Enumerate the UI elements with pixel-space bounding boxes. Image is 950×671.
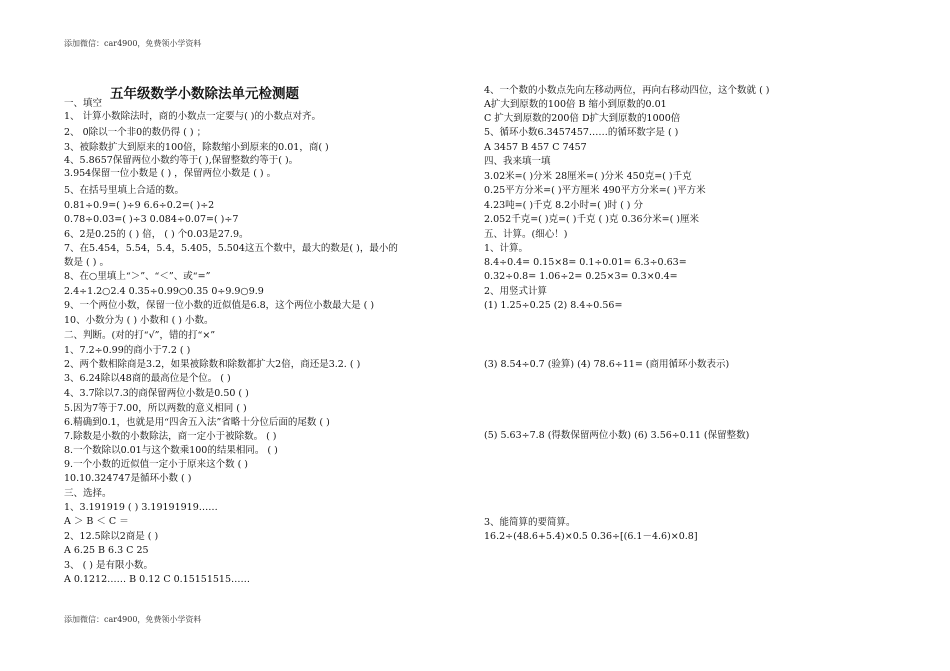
right-line: (1) 1.25÷0.25 (2) 8.4÷0.56= [484,300,623,311]
left-line: 6、2是0.25的 ( ) 倍， ( ) 个0.03是27.9。 [64,229,249,240]
left-line: 8.一个数除以0.01与这个数乘100的结果相同。 ( ) [64,445,278,456]
left-line: 2、两个数相除商是3.2，如果被除数和除数都扩大2倍，商还是3.2. ( ) [64,359,361,370]
left-line: 9.一个小数的近似值一定小于原来这个数 ( ) [64,459,249,470]
left-line: 3、6.24除以48商的最高位是个位。 ( ) [64,373,231,384]
left-line: 4、5.8657保留两位小数约等于( ),保留整数约等于( )。 [64,155,299,166]
right-line: 3.02米=( )分米 28厘米=( )分米 450克=( )千克 [484,171,692,182]
right-line: C 扩大到原数的200倍 D扩大到原数的1000倍 [484,113,681,124]
right-line: 2.052千克=( )克=( )千克 ( )克 0.36分米=( )厘米 [484,214,699,225]
right-line: A 3457 B 457 C 7457 [484,142,587,153]
right-line: 8.4÷0.4= 0.15×8= 0.1÷0.01= 6.3÷0.63= [484,257,687,268]
watermark-bottom: 添加微信：car4900，免费领小学资料 [64,615,202,624]
left-line: A 0.1212…… B 0.12 C 0.15151515…… [64,574,251,585]
left-line: 8、在○里填上“＞”、“＜”、或“=” [64,271,211,282]
left-line: 10、小数分为 ( ) 小数和 ( ) 小数。 [64,315,214,326]
right-line: 0.25平方分米=( )平方厘米 490平方分米=( )平方米 [484,185,706,196]
left-line: 二、判断。(对的打“√”，错的打“×” [64,330,216,341]
left-line: 10.10.324747是循环小数 ( ) [64,473,192,484]
right-line: 五、计算。(细心！) [484,229,568,240]
left-line: 0.78÷0.03=( )÷3 0.084÷0.07=( )÷7 [64,214,239,225]
left-line: A 6.25 B 6.3 C 25 [64,545,149,556]
right-line: 4、一个数的小数点先向左移动两位，再向右移动四位，这个数就 ( ) [484,85,770,96]
right-line: 四、我来填一填 [484,156,551,167]
left-line: 0.81÷0.9=( )÷9 6.6÷0.2=( )÷2 [64,200,215,211]
right-line: 1、计算。 [484,243,529,254]
right-line: 2、用竖式计算 [484,286,548,297]
left-line: 三、选择。 [64,488,112,499]
watermark-top: 添加微信：car4900，免费领小学资料 [64,39,202,48]
right-line: 16.2÷(48.6+5.4)×0.5 0.36÷[(6.1－4.6)×0.8] [484,531,698,542]
left-line: 3、 ( ) 是有限小数。 [64,560,154,571]
left-line: A ＞ B ＜ C ＝ [64,516,129,527]
left-line: 1、3.191919 ( ) 3.19191919…… [64,502,218,513]
left-line: 2.4÷1.2○2.4 0.35÷0.99○0.35 0÷9.9○9.9 [64,286,264,297]
left-line: 5.因为7等于7.00，所以两数的意义相同 ( ) [64,403,247,414]
page-title: 五年级数学小数除法单元检测题 [110,86,299,102]
right-line: 5、循环小数6.3457457……的循环数字是 ( ) [484,127,679,138]
left-line: 6.精确到0.1，也就是用“四舍五入法”省略十分位后面的尾数 ( ) [64,417,330,428]
right-line: 0.32÷0.8= 1.06÷2= 0.25×3= 0.3×0.4= [484,271,678,282]
left-line: 3、被除数扩大到原来的100倍，除数缩小到原来的0.01，商( ) [64,142,329,153]
left-line: 4、3.7除以7.3的商保留两位小数是0.50 ( ) [64,388,249,399]
left-line: 1、 计算小数除法时，商的小数点一定要与( )的小数点对齐。 [64,111,321,122]
left-line: 9、一个两位小数，保留一位小数的近似值是6.8，这个两位小数最大是 ( ) [64,300,375,311]
right-line: 3、能简算的要简算。 [484,517,576,528]
left-line: 7.除数是小数的小数除法，商一定小于被除数。 ( ) [64,431,277,442]
right-line: 4.23吨=( )千克 8.2小时=( )时 ( ) 分 [484,200,644,211]
left-line: 7、在5.454，5.54，5.4，5.405，5.504这五个数中，最大的数是( )，最小的 [64,243,398,254]
right-line: (5) 5.63÷7.8 (得数保留两位小数) (6) 3.56÷0.11 (保留整数) [484,430,750,441]
left-line: 数是 ( ) 。 [64,257,109,268]
left-line: 2、12.5除以2商是 ( ) [64,531,159,542]
right-line: A扩大到原数的100倍 B 缩小到原数的0.01 [484,99,667,110]
left-line: 5、在括号里填上合适的数。 [64,185,185,196]
left-line: 一、填空 [64,98,103,109]
right-line: (3) 8.54÷0.7 (验算) (4) 78.6÷11= (商用循环小数表示) [484,359,730,370]
left-line: 2、 0除以一个非0的数仍得 ( ) ； [64,127,207,138]
left-line: 1、7.2÷0.99的商小于7.2 ( ) [64,345,191,356]
left-line: 3.954保留一位小数是 ( ) ，保留两位小数是 ( ) 。 [64,168,277,179]
